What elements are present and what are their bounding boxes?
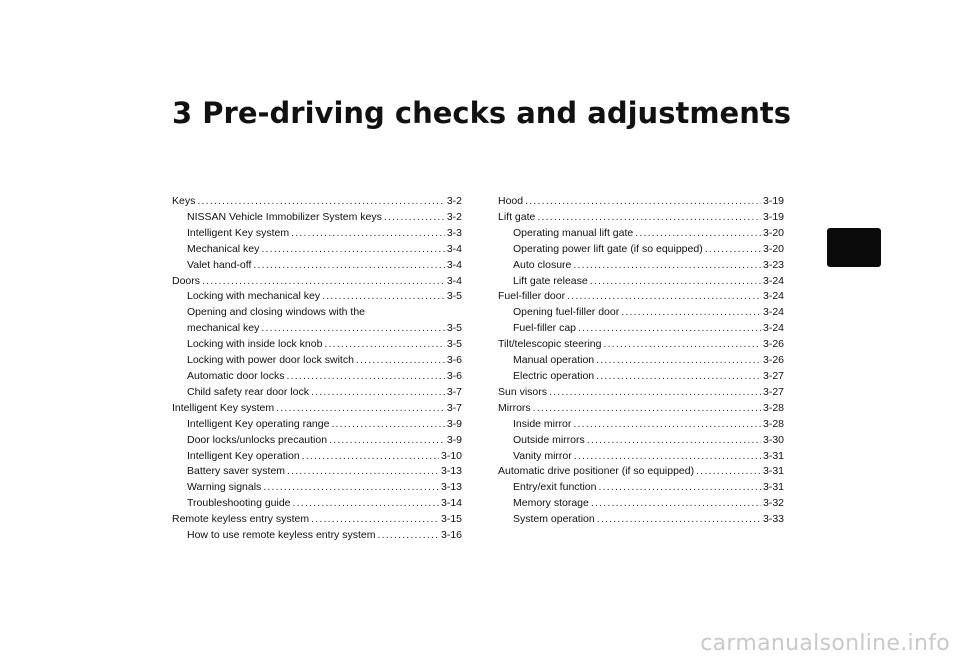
toc-entry-label: Sun visors: [498, 385, 548, 398]
toc-entry-page: 3-19: [762, 195, 784, 207]
toc-entry-page: 3-28: [762, 401, 784, 414]
toc-entry[interactable]: [498, 210, 784, 226]
dot-leader: [567, 289, 761, 305]
toc-entry-label: Automatic drive positioner (if so equipped): [498, 465, 695, 478]
toc-entry-label: Fuel-filler door: [498, 290, 566, 303]
toc-entry-page: 3-24: [762, 290, 784, 303]
toc-entry[interactable]: [498, 289, 784, 305]
dot-leader: [356, 353, 445, 369]
toc-entry-label: Automatic door locks: [187, 369, 285, 382]
toc-entry-page: 3-30: [762, 433, 784, 446]
toc-subentry[interactable]: [172, 353, 462, 369]
toc-entry-page: 3-4: [446, 242, 462, 255]
toc-entry-page: 3-13: [440, 481, 462, 494]
toc-entry-page: 3-24: [762, 274, 784, 287]
toc-entry-page: 3-6: [446, 369, 462, 382]
toc-entry-page: 3-4: [446, 274, 462, 287]
toc-entry-label: Locking with power door lock switch: [187, 354, 354, 367]
toc-entry-label: Intelligent Key operation: [187, 449, 300, 462]
toc-entry-page: 3-9: [446, 417, 462, 430]
dot-leader: [696, 464, 761, 480]
dot-leader: [202, 274, 445, 290]
toc-entry[interactable]: [172, 401, 462, 417]
toc-entry[interactable]: [498, 385, 784, 401]
toc-entry-page: 3-27: [762, 385, 784, 398]
dot-leader: [525, 194, 761, 210]
toc-entry[interactable]: [172, 305, 462, 337]
watermark: carmanualsonline.info: [700, 631, 950, 656]
toc-entry-page: 3-2: [446, 195, 462, 207]
toc-entry-label: Troubleshooting guide: [187, 497, 291, 510]
toc-subentry[interactable]: [172, 449, 462, 465]
toc-entry-page: 3-19: [762, 210, 784, 223]
toc-entry[interactable]: [172, 512, 462, 528]
toc-column-right: [498, 194, 784, 528]
toc-subentry[interactable]: [498, 480, 784, 496]
toc-entry-label: Child safety rear door lock: [187, 385, 309, 398]
toc-subentry[interactable]: [172, 433, 462, 449]
toc-entry-page: 3-27: [762, 369, 784, 382]
toc-entry-label: Tilt/telescopic steering: [498, 338, 602, 351]
dot-leader: [261, 242, 444, 258]
dot-leader: [261, 321, 444, 337]
dot-leader: [329, 433, 445, 449]
toc-subentry[interactable]: [172, 464, 462, 480]
toc-subentry[interactable]: [498, 242, 784, 258]
toc-entry-label: Outside mirrors: [513, 433, 585, 446]
toc-entry-row: [187, 321, 462, 337]
toc-subentry[interactable]: [172, 528, 462, 544]
dot-leader: [377, 528, 439, 544]
toc-subentry[interactable]: [172, 417, 462, 433]
dot-leader: [311, 512, 439, 528]
toc-entry-label: Manual operation: [513, 354, 595, 367]
toc-entry-page: 3-15: [440, 513, 462, 526]
dot-leader: [598, 480, 761, 496]
toc-entry-label: Intelligent Key system: [172, 401, 275, 414]
dot-leader: [322, 289, 445, 305]
dot-leader: [574, 449, 761, 465]
dot-leader: [549, 385, 761, 401]
toc-entry-label: How to use remote keyless entry system: [187, 529, 376, 542]
toc-entry-label: Opening fuel-filler door: [513, 306, 620, 319]
toc-column-left: [172, 194, 462, 544]
toc-entry-page: 3-3: [446, 226, 462, 239]
toc-entry-page: 3-16: [440, 529, 462, 542]
toc-entry-label: Hood: [498, 195, 524, 207]
toc-entry-page: 3-13: [440, 465, 462, 478]
toc-entry-label: Battery saver system: [187, 465, 286, 478]
toc-entry-page: 3-28: [762, 417, 784, 430]
toc-subentry[interactable]: [498, 258, 784, 274]
toc-entry-page: 3-31: [762, 465, 784, 478]
dot-leader: [291, 226, 445, 242]
dot-leader: [587, 433, 761, 449]
toc-entry-label: Vanity mirror: [513, 449, 572, 462]
toc-entry-page: 3-7: [446, 385, 462, 398]
dot-leader: [597, 512, 761, 528]
toc-entry-label-line: Opening and closing windows with the: [187, 306, 366, 319]
toc-subentry[interactable]: [498, 512, 784, 528]
toc-entry-page: 3-33: [762, 513, 784, 526]
toc-entry-page: 3-26: [762, 354, 784, 367]
dot-leader: [596, 353, 761, 369]
toc-entry-label: Mirrors: [498, 401, 531, 414]
dot-leader: [591, 496, 761, 512]
dot-leader: [635, 226, 761, 242]
toc-subentry[interactable]: [498, 417, 784, 433]
toc-subentry[interactable]: [172, 480, 462, 496]
toc-entry-page: 3-4: [446, 258, 462, 271]
toc-entry-page: 3-9: [446, 433, 462, 446]
toc-entry-page: 3-32: [762, 497, 784, 510]
toc-entry[interactable]: [498, 464, 784, 480]
toc-entry-page: 3-20: [762, 242, 784, 255]
toc-entry[interactable]: [172, 194, 462, 210]
toc-entry-page: 3-6: [446, 354, 462, 367]
toc-subentry[interactable]: [172, 258, 462, 274]
toc-subentry[interactable]: [498, 274, 784, 290]
toc-entry-label: Locking with mechanical key: [187, 290, 321, 303]
toc-entry-label: Keys: [172, 195, 196, 207]
dot-leader: [293, 496, 439, 512]
toc-entry-label: Mechanical key: [187, 242, 260, 255]
toc-entry-label: Electric operation: [513, 369, 595, 382]
toc-entry-label: Lift gate: [498, 210, 536, 223]
dot-leader: [197, 194, 444, 210]
toc-entry-label: Valet hand-off: [187, 258, 252, 271]
toc-entry-page: 3-2: [446, 210, 462, 223]
dot-leader: [590, 274, 761, 290]
toc-entry-page: 3-23: [762, 258, 784, 271]
toc-subentry[interactable]: [172, 496, 462, 512]
toc-entry-label: Intelligent Key operating range: [187, 417, 330, 430]
dot-leader: [573, 417, 761, 433]
toc-subentry[interactable]: [172, 242, 462, 258]
toc-entry-page: 3-26: [762, 338, 784, 351]
chapter-tab-marker: [827, 228, 881, 267]
toc-entry-page: 3-31: [762, 481, 784, 494]
toc-entry-page: 3-10: [440, 449, 462, 462]
dot-leader: [621, 305, 761, 321]
dot-leader: [384, 210, 445, 226]
toc-entry-label: Inside mirror: [513, 417, 572, 430]
toc-subentry[interactable]: [498, 226, 784, 242]
dot-leader: [287, 464, 439, 480]
toc-subentry[interactable]: [498, 496, 784, 512]
toc-entry-label: Lift gate release: [513, 274, 588, 287]
dot-leader: [263, 480, 439, 496]
toc-entry-label: Doors: [172, 274, 201, 287]
toc-entry-label: mechanical key: [187, 322, 260, 335]
toc-subentry[interactable]: [172, 337, 462, 353]
toc-entry-label: Memory storage: [513, 497, 589, 510]
dot-leader: [705, 242, 761, 258]
toc-subentry[interactable]: [172, 210, 462, 226]
toc-subentry[interactable]: [172, 385, 462, 401]
toc-entry-page: 3-31: [762, 449, 784, 462]
toc-entry-page: 3-5: [446, 322, 462, 335]
toc-subentry[interactable]: [498, 369, 784, 385]
toc-subentry[interactable]: [172, 226, 462, 242]
toc-entry-label: Locking with inside lock knob: [187, 338, 323, 351]
dot-leader: [253, 258, 444, 274]
toc-entry-label: Operating manual lift gate: [513, 226, 634, 239]
toc-entry[interactable]: [498, 401, 784, 417]
toc-entry-page: 3-5: [446, 290, 462, 303]
toc-subentry[interactable]: [498, 449, 784, 465]
toc-entry-page: 3-7: [446, 401, 462, 414]
dot-leader: [578, 321, 761, 337]
toc-entry[interactable]: [172, 274, 462, 290]
toc-entry-page: 3-24: [762, 322, 784, 335]
dot-leader: [302, 449, 439, 465]
dot-leader: [573, 258, 761, 274]
dot-leader: [286, 369, 444, 385]
toc-entry-label: Entry/exit function: [513, 481, 597, 494]
toc-entry-label: Fuel-filler cap: [513, 322, 577, 335]
toc-subentry[interactable]: [498, 433, 784, 449]
chapter-title: 3 Pre-driving checks and adjustments: [172, 96, 791, 130]
dot-leader: [533, 401, 761, 417]
toc-entry-label: Remote keyless entry system: [172, 513, 310, 526]
toc-entry-page: 3-20: [762, 226, 784, 239]
toc-entry-label: Warning signals: [187, 481, 262, 494]
dot-leader: [311, 385, 445, 401]
dot-leader: [537, 210, 761, 226]
toc-subentry[interactable]: [498, 305, 784, 321]
dot-leader: [596, 369, 761, 385]
toc-entry-page: 3-14: [440, 497, 462, 510]
toc-entry-label: System operation: [513, 513, 595, 526]
dot-leader: [324, 337, 444, 353]
dot-leader: [604, 337, 761, 353]
toc-entry[interactable]: [498, 194, 784, 210]
toc-entry-page: 3-5: [446, 338, 462, 351]
toc-subentry[interactable]: [172, 289, 462, 305]
toc-entry-label: Auto closure: [513, 258, 572, 271]
toc-entry-label: NISSAN Vehicle Immobilizer System keys: [187, 210, 382, 223]
toc-entry-page: 3-24: [762, 306, 784, 319]
dot-leader: [276, 401, 445, 417]
toc-entry-label: Operating power lift gate (if so equipped): [513, 242, 703, 255]
toc-entry-label: Door locks/unlocks precaution: [187, 433, 328, 446]
toc-subentry[interactable]: [498, 321, 784, 337]
toc-entry[interactable]: [498, 337, 784, 353]
toc-subentry[interactable]: [498, 353, 784, 369]
dot-leader: [331, 417, 444, 433]
toc-subentry[interactable]: [172, 369, 462, 385]
toc-entry-label: Intelligent Key system: [187, 226, 290, 239]
